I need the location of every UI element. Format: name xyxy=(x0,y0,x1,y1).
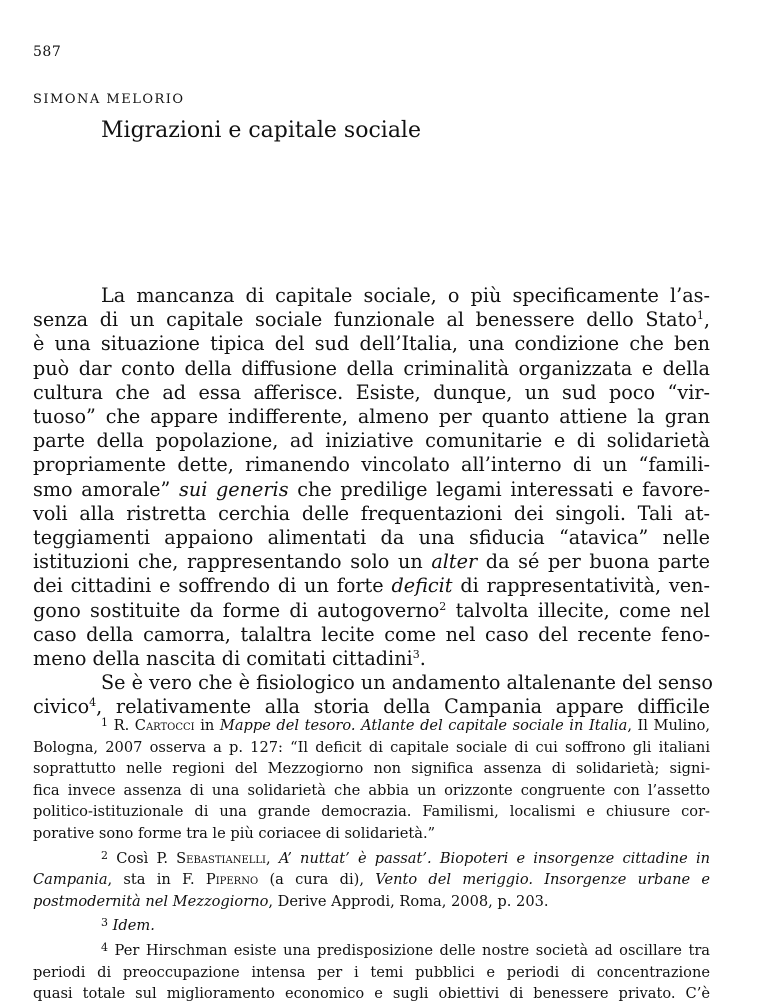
body-line: cultura che ad essa afferisce. Esiste, dunque, un sud poco “vir- xyxy=(33,380,710,404)
body-line: istituzioni che, rappresentando solo un alter da sé per buona parte xyxy=(33,550,710,574)
footnote-3: $^3$ Idem. xyxy=(101,916,155,935)
body-line: voli alla ristretta cerchia delle frequentazioni dei singoli. Tali at- xyxy=(33,501,710,525)
body-line: dei cittadini e soffrendo di un forte deficit di rappresentatività, ven- xyxy=(33,574,710,598)
body-line: meno della nascita di comitati cittadini$^3$. xyxy=(33,647,426,671)
article-title: Migrazioni e capitale sociale xyxy=(101,118,421,143)
body-line: è una situazione tipica del sud dell’Italia, una condizione che ben xyxy=(33,332,710,356)
body-line: smo amorale” sui generis che predilige legami interessati e favore- xyxy=(33,477,711,501)
body-line: può dar conto della diffusione della criminalità organizzata e della xyxy=(33,356,710,380)
body-line: Se è vero che è fisiologico un andamento altalenante del senso xyxy=(101,671,713,695)
body-line: propriamente dette, rimanendo vincolato all’interno di un “famili- xyxy=(33,453,710,477)
body-line: La mancanza di capitale sociale, o più specificamente l’as- xyxy=(101,284,710,307)
footnote-line: postmodernità nel Mezzogiorno, Derive Approdi, Roma, 2008, p. 203. xyxy=(33,892,549,910)
footnote-4: $^4$ Per Hirschman esiste una predisposizione delle nostre società ad oscillare tra xyxy=(101,940,710,959)
footnote-line: porative sono forme tra le più coriacee di solidarietà.” xyxy=(33,824,436,842)
footnote-line: soprattutto nelle regioni del Mezzogiorno non significa assenza di solidarietà; signi- xyxy=(33,760,710,778)
footnote-line: quasi totale sul miglioramento economico e sugli obiettivi di benessere privato. C’è xyxy=(33,985,710,1003)
footnote-line: politico-istituzionale di una grande democrazia. Familismi, localismi e chiusure cor- xyxy=(33,803,710,821)
footnote-ref: 1 xyxy=(696,309,704,323)
author-name: SIMONA MELORIO xyxy=(33,92,185,107)
page-number: 587 xyxy=(33,44,62,60)
body-line: civico$^4$, relativamente alla storia della Campania appare difficile xyxy=(33,695,710,719)
body-line: senza di un capitale sociale funzionale al benessere dello Stato$^1$, xyxy=(33,308,710,332)
footnote-ref: 4 xyxy=(89,696,97,710)
footnote-line: fica invece assenza di una solidarietà che abbia un orizzonte congruente con l’assetto xyxy=(33,781,710,799)
footnotes xyxy=(33,712,710,1005)
footnote-ref: 3 xyxy=(412,648,420,662)
footnote-line: periodi di preoccupazione intensa per i temi pubblici e periodi di concentrazione xyxy=(33,963,710,981)
body-text xyxy=(33,284,713,720)
footnote-line: Bologna, 2007 osserva a p. 127: “Il deficit di capitale sociale di cui soffrono gli italiani xyxy=(33,738,710,756)
body-line: tuoso” che appare indifferente, almeno per quanto attiene la gran xyxy=(33,405,710,429)
body-line: teggiamenti appaiono alimentati da una sfiducia “atavica” nelle xyxy=(33,526,710,550)
body-line: parte della popolazione, ad iniziative comunitarie e di solidarietà xyxy=(33,429,710,453)
body-line: caso della camorra, talaltra lecite come nel caso del recente feno- xyxy=(33,622,710,646)
footnote-line: Campania, sta in F. Piperno (a cura di), Vento del meriggio. Insorgenze urbane e xyxy=(33,871,711,889)
body-line: gono sostituite da forme di autogoverno$^2$ talvolta illecite, come nel xyxy=(33,598,710,622)
footnote-ref: 2 xyxy=(439,599,447,613)
footnote-1: $^1$ R. Cartocci in Mappe del tesoro. Atlante del capitale sociale in Italia, Il Mulino, xyxy=(101,716,711,734)
footnote-2: $^2$ Così P. Sebastianelli, A’ nuttat’ è passat’. Biopoteri e insorgenze cittadine in xyxy=(101,848,711,867)
